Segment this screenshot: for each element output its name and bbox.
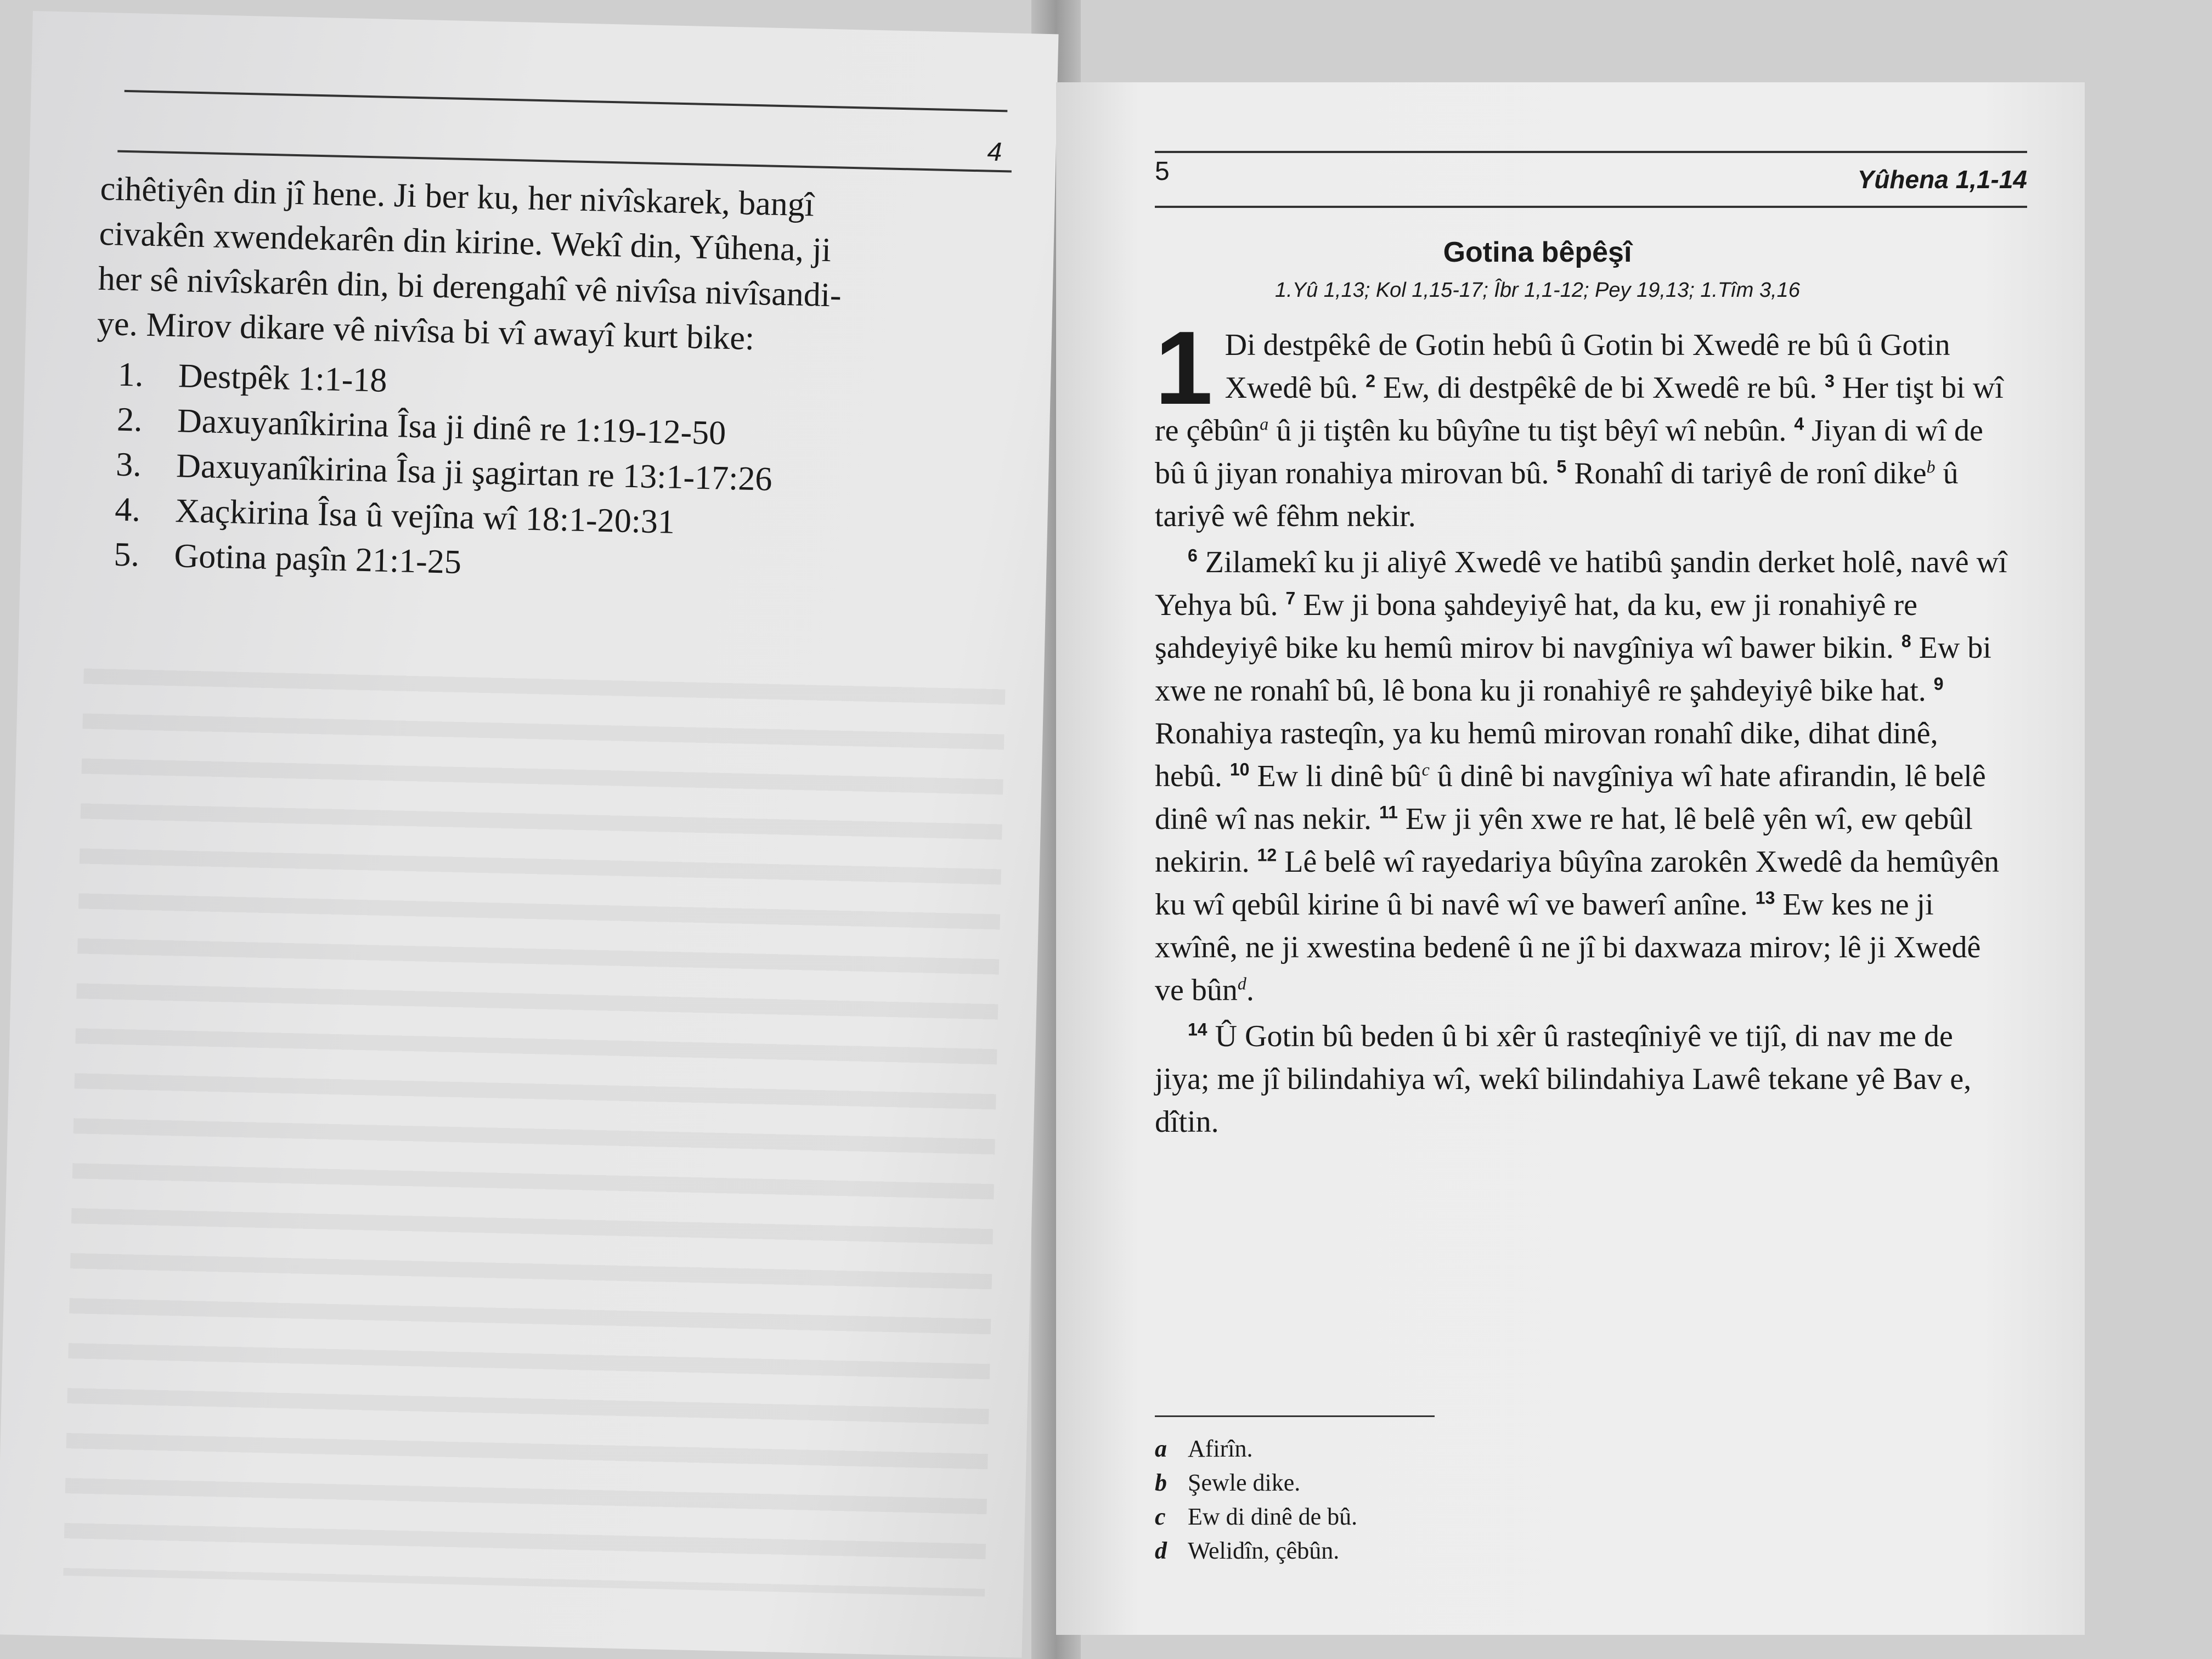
intro-line-2: civakên xwendekarên din kirine. Wekî din, Yûhena, ji [99, 215, 832, 269]
outline-item: 2. Daxuyanîkirina Îsa ji dinê re 1:19-12-50 [116, 400, 726, 452]
footnote: a Afirîn. [1155, 1435, 1253, 1462]
outline-item: 4. Xaçkirina Îsa û vejîna wî 18:1-20:31 [114, 490, 675, 541]
verse-number: 13 [1755, 888, 1775, 908]
section-title: Gotina bêpêşî [1443, 236, 1632, 268]
paragraph-2: $^6$ Zilamekî ku ji aliyê Xwedê ve hatibû şandin derket holê, navê wî Yehya bû. $^7$ Ew ji bona şahdeyiyê hat, da ku, ew ji ronahiyê re şahdeyiyê bike ku hemû mirov bi navgîniya wî bawer bikin. $^8$ Ew bi xwe ne ronahî bû, lê bona ku ji ronahiyê re şahdeyiyê bike hat. $^9$ Ronahiya rasteqîn, ya ku hemû mirovan ronahî dike, dihat dinê, hebû. $^{10}$ Ew li dinê bû$^c$ û dinê bi navgîniya wî hate afirandin, lê belê dinê wî nas nekir. $^{11}$ Ew ji yên xwe re hat, lê belê yên wî, ew qebûl nekirin. $^{12}$ Lê belê wî rayedariya bûyîna zarokên Xwedê da hemûyên ku wî qebûl kirine û bi navê wî ve bawerî anîne. $^{13}$ Ew kes ne ji xwînê, ne ji xwestina bedenê û ne jî bi daxwaza mirov; lê ji Xwedê ve bûn$^d$. [1155, 545, 2007, 1007]
footnotes [1155, 1432, 1357, 1568]
footnote-marker: b [1926, 456, 1936, 477]
intro-line-1: cihêtiyên din jî hene. Ji ber ku, her nivîskarek, bangî [99, 170, 815, 224]
show-through-texture [63, 643, 1006, 1596]
verse-number: 9 [1933, 674, 1944, 694]
outline-item: 1. Destpêk 1:1-18 [117, 356, 388, 399]
footnote: d Welidîn, çêbûn. [1155, 1537, 1340, 1564]
chapter-number: 1 [1155, 310, 1213, 426]
footnote-marker: d [1237, 973, 1246, 994]
verse-number: 5 [1556, 456, 1567, 477]
intro-line-3: her sê nivîskarên din, bi derengahî vê nivîsa nivîsandi- [98, 259, 842, 314]
header-rule-top [125, 90, 1008, 112]
verse-number: 10 [1229, 759, 1250, 780]
page-number-left: 4 [987, 137, 1002, 167]
paragraph-1: 1 Di destpêkê de Gotin hebû û Gotin bi Xwedê re bû û Gotin Xwedê bû. $^2$ Ew, di destpêkê de bi Xwedê re bû. $^3$ Her tişt bi wî re çêbûn$^a$ û ji tiştên ku bûyîne tu tişt bêyî wî nebûn. $^4$ Jiyan di wî de bû û jiyan ronahiya mirovan bû. $^5$ Ronahî di tariyê de ronî dike$^b$ û tariyê wê fêhm nekir. [1155, 310, 2004, 533]
verse-number: 8 [1901, 631, 1911, 651]
outline-item: 3. Daxuyanîkirina Îsa ji şagirtan re 13:1-17:26 [115, 445, 773, 498]
paragraph-3: $^{14}$ Û Gotin bû beden û bi xêr û rasteqîniyê ve tijî, di nav me de jiya; me jî bilindahiya wî, wekî bilindahiya Lawê tekane yê Bav e, dîtin. [1155, 1019, 1972, 1139]
verse-number: 11 [1379, 802, 1398, 822]
verse-number: 7 [1285, 588, 1296, 608]
verse-number: 12 [1257, 845, 1277, 865]
verse-number: 14 [1188, 1019, 1207, 1040]
page-number-right: 5 [1155, 157, 1170, 186]
verse-number: 6 [1188, 545, 1198, 566]
left-page-text [92, 166, 1023, 597]
outline-item: 5. Gotina paşîn 21:1-25 [113, 535, 462, 581]
footnote-rule [1155, 1415, 1435, 1417]
right-page [1056, 82, 2085, 1635]
scripture-text [1155, 310, 2011, 1147]
left-page [0, 11, 1059, 1658]
verse-number: 2 [1365, 371, 1376, 391]
cross-references: 1.Yû 1,13; Kol 1,15-17; Îbr 1,1-12; Pey 19,13; 1.Tîm 3,16 [1275, 279, 1800, 302]
footnote-marker: c [1421, 759, 1430, 780]
verse-number: 3 [1825, 371, 1835, 391]
footnote: c Ew di dinê de bû. [1155, 1503, 1358, 1530]
book-outline-list [92, 352, 1018, 597]
footnote: b Şewle dike. [1155, 1469, 1301, 1496]
header-rule-bottom [1155, 206, 2027, 208]
intro-line-4: ye. Mirov dikare vê nivîsa bi vî awayî kurt bike: [97, 304, 755, 357]
running-head: Yûhena 1,1-14 [1857, 165, 2027, 194]
footnote-marker: a [1260, 414, 1269, 434]
header-rule-top [1155, 151, 2027, 153]
verse-number: 4 [1794, 414, 1804, 434]
